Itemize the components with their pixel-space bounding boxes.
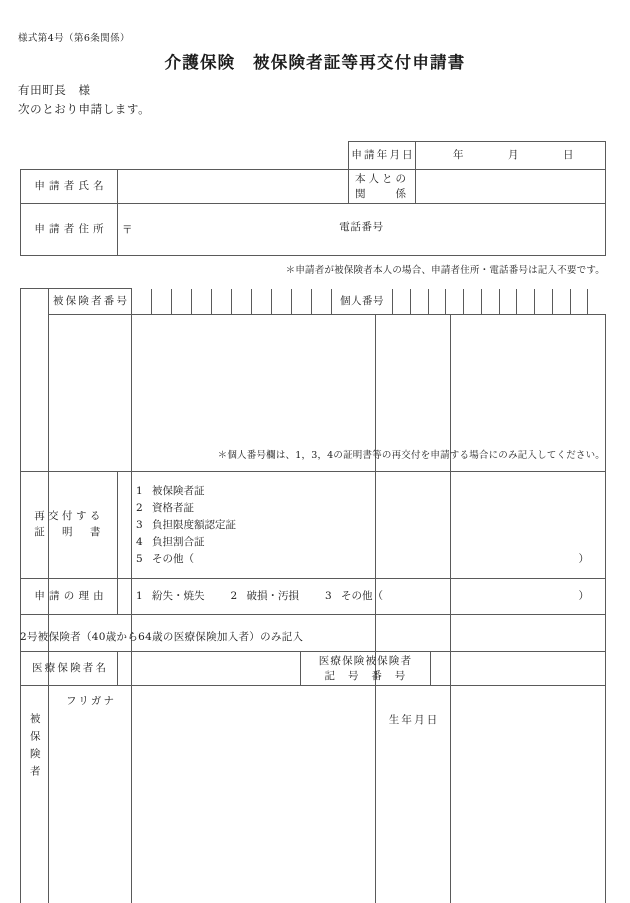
insured-number-box[interactable] xyxy=(152,289,172,314)
applicant-telephone-label: 電話番号 xyxy=(339,221,384,234)
table-row xyxy=(21,579,606,615)
certificate-option-other[interactable]: 5 その他（ ） xyxy=(136,552,589,565)
applicant-table xyxy=(20,141,606,256)
applicant-name-field[interactable] xyxy=(118,170,349,204)
my-number-box[interactable] xyxy=(393,289,411,314)
my-number-box[interactable] xyxy=(517,289,535,314)
relationship-field[interactable] xyxy=(416,170,606,204)
relationship-label: 本人との 関 係 xyxy=(349,170,416,204)
insured-number-box[interactable] xyxy=(272,289,292,314)
spacer-cell xyxy=(118,142,349,170)
insured-number-box[interactable] xyxy=(132,289,152,314)
intro-text: 次のとおり申請します。 xyxy=(18,102,151,116)
insured-number-box[interactable] xyxy=(172,289,192,314)
birthdate-label: 生年月日 xyxy=(376,315,451,903)
applicant-address-field[interactable] xyxy=(118,204,606,256)
certificate-options xyxy=(118,472,606,579)
my-number-box[interactable] xyxy=(481,289,499,314)
insured-note: ＊個人番号欄は、1，3，4の証明書等の再交付を申請する場合にのみ記入してください。 xyxy=(217,450,605,461)
my-number-box[interactable] xyxy=(446,289,464,314)
my-number-box[interactable] xyxy=(588,289,606,314)
date-year-label: 年 xyxy=(453,148,464,161)
medical-section-caption: 2号被保険者（40歳から64歳の医療保険加入者）のみ記入 xyxy=(20,631,304,643)
my-number-label: 個人番号 xyxy=(332,289,393,314)
table-row xyxy=(21,204,606,256)
my-number-box[interactable] xyxy=(428,289,446,314)
date-month-label: 月 xyxy=(508,148,519,161)
my-number-box[interactable] xyxy=(499,289,517,314)
table-row xyxy=(21,142,606,170)
reason-option[interactable]: 1 紛失・焼失 xyxy=(136,589,205,602)
page-title: 介護保険 被保険者証等再交付申請書 xyxy=(164,53,466,72)
reason-option[interactable]: 2 破損・汚損 xyxy=(230,589,299,602)
application-date-label: 申請年月日 xyxy=(349,142,416,170)
applicant-address-label: 申請者住所 xyxy=(21,204,118,256)
spacer-cell xyxy=(21,142,118,170)
furigana-label: フリガナ xyxy=(49,315,132,903)
certificate-option[interactable]: 2 資格者証 xyxy=(136,501,194,514)
date-day-label: 日 xyxy=(563,148,574,161)
insured-number-box[interactable] xyxy=(312,289,332,314)
postal-code-mark: 〒 xyxy=(122,224,133,237)
reissue-certificate-label: 再交付する 証 明 書 xyxy=(21,472,118,579)
insured-number-box[interactable] xyxy=(232,289,252,314)
form-number: 様式第4号（第6条関係） xyxy=(18,33,130,44)
addressee: 有田町長 様 xyxy=(18,83,91,97)
insurer-name-field[interactable] xyxy=(118,652,301,686)
reason-options: 1 紛失・焼失 2 破損・汚損 3 その他（ ） xyxy=(118,579,606,615)
reason-label: 申請の理由 xyxy=(21,579,118,615)
my-number-box[interactable] xyxy=(464,289,482,314)
my-number-box[interactable] xyxy=(552,289,570,314)
my-number-box[interactable] xyxy=(570,289,588,314)
insured-number-box[interactable] xyxy=(212,289,232,314)
insured-symbol-number-field[interactable] xyxy=(431,652,606,686)
insured-number-label: 被保険者番号 xyxy=(49,289,132,315)
insured-symbol-number-label: 医療保険被保険者 記 号 番 号 xyxy=(301,652,431,686)
table-row xyxy=(21,289,606,315)
insured-number-box[interactable] xyxy=(252,289,272,314)
application-date-field[interactable] xyxy=(416,142,606,170)
my-number-box[interactable] xyxy=(535,289,553,314)
insured-number-box[interactable] xyxy=(192,289,212,314)
table-row xyxy=(21,170,606,204)
reason-option-other[interactable]: 3 その他（ xyxy=(325,589,383,602)
number-boxes-area xyxy=(132,289,606,315)
insured-section-label: 被保険者 xyxy=(21,289,49,903)
table-row xyxy=(21,652,606,686)
insured-number-box[interactable] xyxy=(292,289,312,314)
certificate-option[interactable]: 4 負担割合証 xyxy=(136,535,205,548)
table-row xyxy=(21,472,606,579)
applicant-note: ＊申請者が被保険者本人の場合、申請者住所・電話番号は記入不要です。 xyxy=(285,265,605,276)
certificate-table xyxy=(20,471,606,615)
insurer-name-label: 医療保険者名 xyxy=(21,652,118,686)
my-number-box[interactable] xyxy=(410,289,428,314)
certificate-option[interactable]: 3 負担限度額認定証 xyxy=(136,518,236,531)
applicant-name-label: 申請者氏名 xyxy=(21,170,118,204)
medical-insurance-table xyxy=(20,651,606,686)
certificate-option[interactable]: 1 被保険者証 xyxy=(136,484,205,497)
